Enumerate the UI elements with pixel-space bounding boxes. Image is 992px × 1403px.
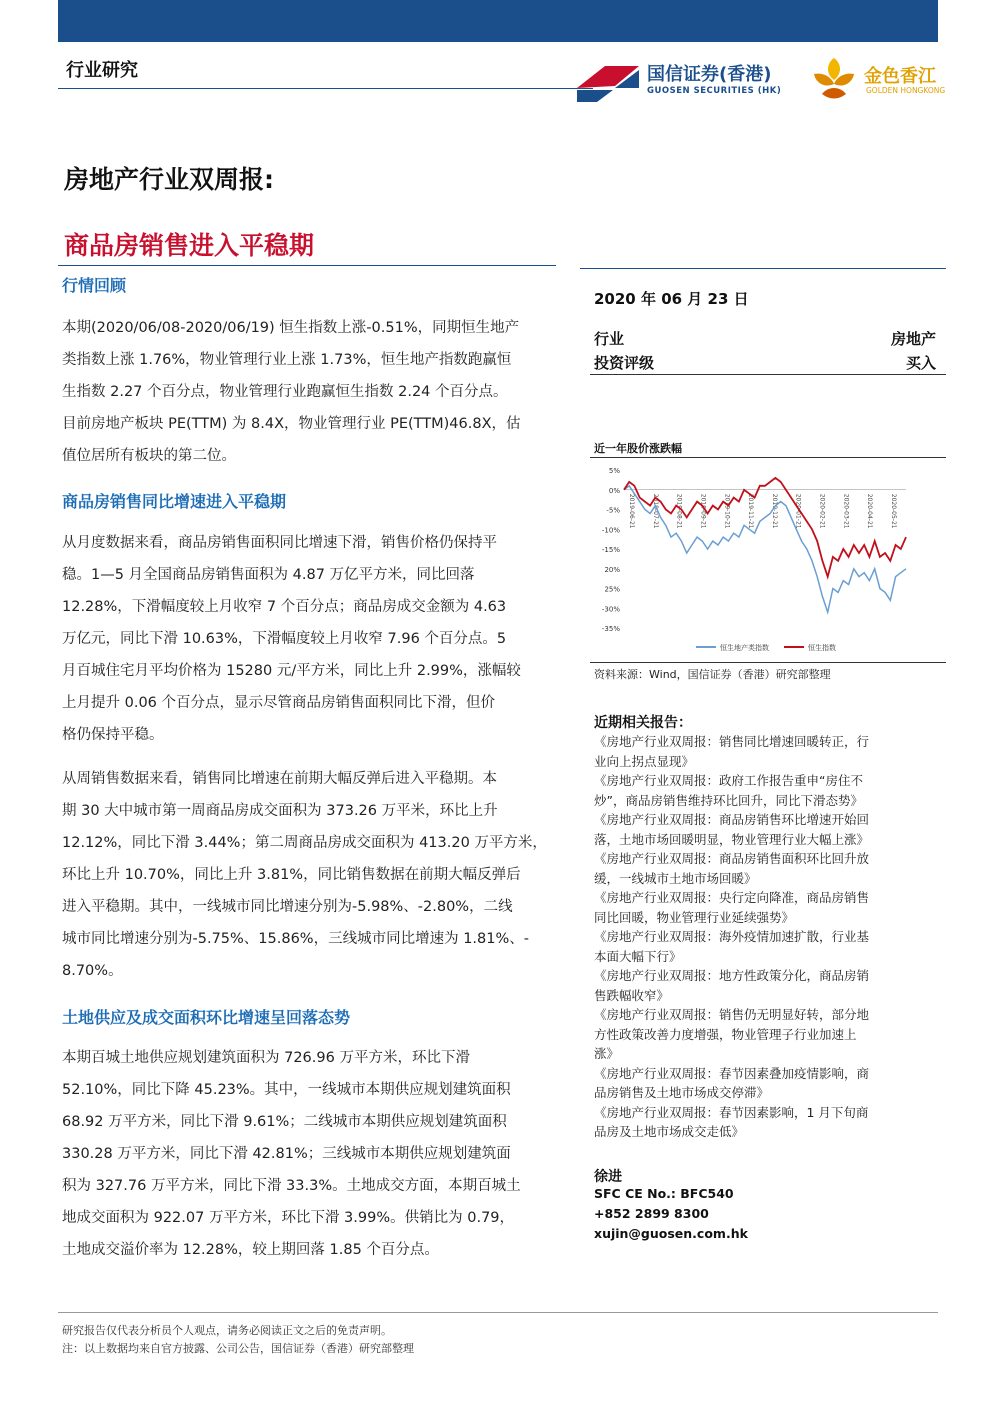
text-line: 12.28%，下滑幅度较上月收窄 7 个百分点；商品房成交金额为 4.63 (62, 599, 507, 615)
y-tick-label: -15% (601, 546, 620, 554)
x-tick-label: 2019-06-21 (628, 493, 635, 529)
paragraph-land-supply (62, 1042, 577, 1266)
rating-label: 投资评级 (594, 354, 655, 372)
y-tick-label: 20% (604, 565, 620, 574)
related-report-line: 售跌幅收窄》 (594, 987, 670, 1003)
text-line: 地成交面积为 922.07 万平方米，环比下滑 3.99%。供销比为 0.79， (62, 1210, 515, 1226)
left-divider (58, 265, 556, 266)
related-report-item[interactable] (594, 1064, 936, 1103)
header-divider (58, 88, 593, 89)
related-report-line: 方性政策改善力度增强，物业管理子行业加速上 (594, 1026, 857, 1042)
related-report-line: 《房地产行业双周报：销售仍无明显好转，部分地 (594, 1007, 870, 1022)
y-tick-label: 25% (604, 585, 620, 594)
guosen-logo-en: GUOSEN SECURITIES (HK) (647, 86, 782, 96)
text-line: 330.28 万平方米，同比下滑 42.81%；三线城市本期供应规划建筑面 (62, 1146, 511, 1162)
text-line: 格仍保持平稳。 (62, 727, 164, 743)
text-line: 期 30 大中城市第一周商品房成交面积为 373.26 万平米，环比上升 (62, 803, 498, 819)
related-report-line: 炒”，商品房销售维持环比回升，同比下滑态势》 (594, 792, 863, 808)
paragraph-weekly-sales (62, 763, 577, 987)
related-report-item[interactable] (594, 927, 936, 966)
y-tick-label: 0% (608, 486, 620, 495)
text-line: 从周销售数据来看，销售同比增速在前期大幅反弹后进入平稳期。本 (62, 771, 497, 787)
industry-value: 房地产 (890, 330, 936, 348)
related-report-line: 业向上拐点显现》 (594, 753, 695, 769)
text-line: 月百城住宅月平均价格为 15280 元/平方米，同比上升 2.99%，涨幅较 (62, 663, 521, 679)
related-report-line: 《房地产行业双周报：春节因素叠加疫情影响，商 (594, 1065, 870, 1081)
text-line: 稳。1—5 月全国商品房销售面积为 4.87 万亿平方米，同比回落 (62, 567, 475, 583)
rating-row (594, 352, 936, 373)
y-tick-label: -10% (601, 526, 620, 535)
industry-label: 行业 (594, 330, 625, 348)
related-report-line: 品房销售及土地市场成交停滞》 (594, 1085, 770, 1100)
related-report-item[interactable] (594, 888, 936, 927)
text-line: 52.10%，同比下降 45.23%。其中，一线城市本期供应规划建筑面积 (62, 1082, 511, 1098)
section-heading-market-review: 行情回顾 (62, 276, 127, 295)
text-line: 进入平稳期。其中，一线城市同比增速分别为-5.98%、-2.80%，二线 (62, 899, 513, 915)
text-line: 本期(2020/06/08-2020/06/19) 恒生指数上涨-0.51%，同期恒生地产 (62, 320, 520, 336)
y-tick-label: 5% (608, 467, 620, 475)
related-report-line: 《房地产行业双周报：春节因素影响，1 月下旬商 (594, 1104, 869, 1120)
guosen-logo-icon (575, 58, 641, 102)
x-tick-label: 2020-04-21 (866, 493, 874, 529)
related-reports-list (594, 732, 936, 1142)
x-tick-label: 2019-10-21 (723, 493, 731, 529)
chart-bottom-rule (590, 662, 946, 663)
golden-hongkong-logo (808, 52, 948, 104)
text-line: 8.70%。 (62, 963, 123, 979)
report-date: 2020 年 06 月 23 日 (594, 290, 749, 308)
x-tick-label: 2019-12-21 (770, 493, 778, 529)
related-report-line: 《房地产行业双周报：销售同比增速回暖转正，行 (594, 734, 870, 749)
related-report-item[interactable] (594, 1005, 936, 1064)
related-report-item[interactable] (594, 849, 936, 888)
series-line-property-index (624, 486, 906, 612)
text-line: 目前房地产板块 PE(TTM) 为 8.4X，物业管理行业 PE(TTM)46.8X，估 (62, 416, 521, 432)
text-line: 本期百城土地供应规划建筑面积为 726.96 万平方米，环比下滑 (62, 1050, 470, 1066)
top-banner (58, 0, 938, 42)
related-report-item[interactable] (594, 1103, 936, 1142)
x-tick-label: 2019-09-21 (699, 493, 707, 529)
analyst-phone: +852 2899 8300 (594, 1206, 709, 1221)
right-divider (580, 268, 946, 269)
text-line: 土地成交溢价率为 12.28%，较上期回落 1.85 个百分点。 (62, 1242, 439, 1258)
related-report-item[interactable] (594, 771, 936, 810)
y-tick-label: -30% (601, 605, 620, 614)
analyst-sfc: SFC CE No.: BFC540 (594, 1186, 734, 1201)
chart-title: 近一年股价涨跌幅 (594, 442, 682, 455)
text-line: 环比上升 10.70%，同比上升 3.81%，同比销售数据在前期大幅反弹后 (62, 867, 521, 883)
paragraph-monthly-sales (62, 527, 577, 751)
chart-source: 资料来源：Wind，国信证券（香港）研究部整理 (594, 668, 831, 681)
y-tick-label: -35% (601, 625, 620, 633)
industry-row (594, 328, 936, 349)
price-change-chart (590, 458, 946, 662)
text-line: 值位居所有板块的第二位。 (62, 448, 236, 464)
footer-divider (58, 1312, 938, 1313)
text-line: 从月度数据来看，商品房销售面积同比增速下滑，销售价格仍保持平 (62, 535, 497, 551)
section-heading-land-supply: 土地供应及成交面积环比增速呈回落态势 (62, 1008, 351, 1027)
x-tick-label: 2020-05-21 (890, 493, 897, 529)
text-line: 12.12%，同比下滑 3.44%；第二周商品房成交面积为 413.20 万平方米， (62, 835, 547, 851)
related-report-line: 本面大幅下行》 (594, 948, 682, 964)
related-report-line: 《房地产行业双周报：央行定向降准，商品房销售 (594, 890, 870, 905)
paragraph-market-review (62, 312, 577, 472)
related-report-item[interactable] (594, 810, 936, 849)
related-report-line: 《房地产行业双周报：地方性政策分化，商品房销 (594, 968, 870, 983)
related-report-line: 缓，一线城市土地市场回暖》 (594, 870, 757, 886)
related-report-line: 涨》 (594, 1046, 620, 1061)
related-report-line: 《房地产行业双周报：政府工作报告重申“房住不 (594, 773, 863, 788)
related-report-line: 《房地产行业双周报：商品房销售面积环比回升放 (594, 851, 870, 866)
guosen-logo (575, 56, 805, 106)
footer-note: 注：以上数据均来自官方披露、公司公告，国信证券（香港）研究部整理 (62, 1342, 414, 1355)
x-tick-label: 2020-01-21 (794, 493, 802, 529)
analyst-email[interactable]: xujin@guosen.com.hk (594, 1226, 748, 1241)
related-report-line: 同比回暖，物业管理行业延续强势》 (594, 909, 795, 925)
footer-disclaimer: 研究报告仅代表分析员个人观点，请务必阅读正文之后的免责声明。 (62, 1324, 392, 1337)
related-report-item[interactable] (594, 732, 936, 771)
x-tick-label: 2019-11-21 (747, 493, 755, 529)
legend-label: 恒生地产类指数 (720, 644, 769, 652)
golden-flower-icon (808, 52, 860, 104)
text-line: 生指数 2.27 个百分点，物业管理行业跑赢恒生指数 2.24 个百分点。 (62, 384, 508, 400)
text-line: 上月提升 0.06 个百分点，显示尽管商品房销售面积同比下滑，但价 (62, 695, 496, 711)
related-report-line: 《房地产行业双周报：商品房销售环比增速开始回 (594, 812, 870, 827)
text-line: 积为 327.76 万平方米，同比下滑 33.3%。土地成交方面，本期百城土 (62, 1178, 521, 1194)
x-tick-label: 2019-07-21 (651, 493, 659, 529)
text-line: 万亿元，同比下滑 10.63%，下滑幅度较上月收窄 7.96 个百分点。5 (62, 631, 507, 647)
department-label: 行业研究 (66, 60, 138, 81)
text-line: 68.92 万平方米，同比下滑 9.61%；二线城市本期供应规划建筑面积 (62, 1114, 507, 1130)
related-reports-heading: 近期相关报告： (594, 715, 692, 731)
x-tick-label: 2020-02-21 (818, 493, 826, 529)
section-heading-housing-sales: 商品房销售同比增速进入平稳期 (62, 492, 287, 511)
rating-value: 买入 (905, 354, 936, 372)
y-tick-label: -5% (606, 506, 620, 515)
related-report-line: 《房地产行业双周报：海外疫情加速扩散，行业基 (594, 929, 870, 944)
text-line: 类指数上涨 1.76%，物业管理行业上涨 1.73%，恒生地产指数跑赢恒 (62, 352, 512, 368)
x-tick-label: 2019-08-21 (675, 493, 683, 529)
guosen-logo-cn: 国信证券(香港) (647, 64, 772, 85)
x-tick-label: 2020-03-21 (842, 493, 850, 529)
report-subtitle: 商品房销售进入平稳期 (64, 231, 315, 260)
golden-logo-en: GOLDEN HONGKONG (866, 86, 946, 95)
golden-logo-cn: 金色香江 (864, 66, 936, 87)
rating-divider (590, 374, 946, 375)
report-title: 房地产行业双周报: (64, 165, 274, 194)
related-report-line: 品房及土地市场成交走低》 (594, 1124, 745, 1139)
analyst-name: 徐进 (594, 1169, 622, 1185)
related-report-item[interactable] (594, 966, 936, 1005)
legend-label: 恒生指数 (808, 644, 836, 652)
related-report-line: 落，土地市场回暖明显，物业管理行业大幅上涨》 (594, 831, 870, 847)
text-line: 城市同比增速分别为-5.75%、15.86%，三线城市同比增速为 1.81%、- (62, 931, 529, 947)
